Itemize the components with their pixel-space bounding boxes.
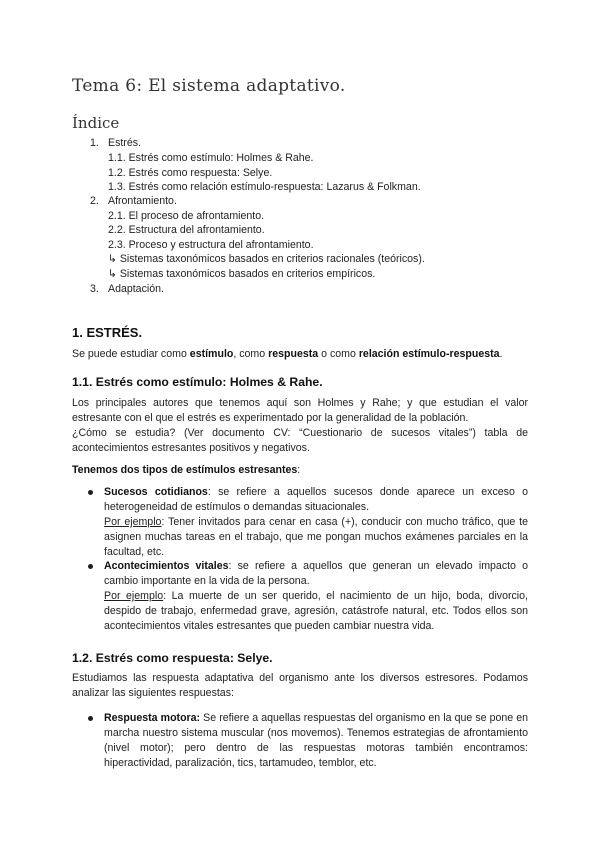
toc-item-1-1: 1.1. Estrés como estímulo: Holmes & Rahe.: [108, 152, 314, 164]
section-1-2-heading: 1.2. Estrés como respuesta: Selye.: [72, 651, 273, 665]
toc-item-2: 2. Afrontamiento.: [90, 195, 177, 207]
bullet-icon: [88, 716, 93, 721]
toc-item-1-2: 1.2. Estrés como respuesta: Selye.: [108, 167, 273, 179]
toc-item-2-3-b: ↳ Sistemas taxonómicos basados en criterios empíricos.: [108, 268, 376, 280]
toc-item-2-2: 2.2. Estructura del afrontamiento.: [108, 224, 265, 236]
section-1-heading: 1. ESTRÉS.: [72, 325, 143, 340]
section-1-1-paragraph-1: Los principales autores que tenemos aquí son Holmes y Rahe; y que estudian el valor estresante con el que el estrés es experimentado por la generalidad de la población.: [72, 397, 528, 424]
toc-item-1: 1. Estrés.: [90, 137, 141, 149]
toc-item-1-3: 1.3. Estrés como relación estímulo-respuesta: Lazarus & Folkman.: [108, 181, 421, 193]
section-1-2-paragraph-1: Estudiamos las respuesta adaptativa del organismo ante los diversos estresores. Podamos analizar las siguientes respuestas:: [72, 672, 528, 699]
section-1-1-heading: 1.1. Estrés como estímulo: Holmes & Rahe.: [72, 375, 323, 389]
bullet-icon: [88, 490, 93, 495]
section-1-intro: Se puede estudiar como estímulo, como respuesta o como relación estímulo-respuesta.: [72, 348, 503, 360]
toc-item-2-3-a: ↳ Sistemas taxonómicos basados en criterios racionales (teóricos).: [108, 253, 425, 265]
document-title: Tema 6: El sistema adaptativo.: [72, 76, 346, 96]
toc-item-2-1: 2.1. El proceso de afrontamiento.: [108, 210, 265, 222]
bullet-icon: [88, 564, 93, 569]
section-1-1-subheading: Tenemos dos tipos de estímulos estresantes:: [72, 464, 301, 476]
toc-item-3: 3. Adaptación.: [90, 283, 164, 295]
section-1-1-paragraph-2: ¿Cómo se estudia? (Ver documento CV: “Cuestionario de sucesos vitales”) tabla de acontecimientos estresantes positivos y negativos.: [72, 427, 528, 454]
index-heading: Índice: [72, 114, 120, 132]
document-page: Tema 6: El sistema adaptativo. Índice 1. Estrés. 1.1. Estrés como estímulo: Holmes & Rahe. 1.2. Estrés como respuesta: Selye. 1.3. Estrés como relación estímulo-respuesta: Lazarus & Folkman. 2. Afrontamiento. 2.1. El proceso de afrontamiento. 2.2. Estructura del afrontamiento. 2.3. Proceso y estructura del afrontamiento. ↳ Sistemas taxonómicos basados en criterios racionales (teóricos). ↳ Sistemas taxonómicos basados en criterios empíricos. 3. Adaptación. 1. ESTRÉS. Se puede estudiar como estímulo, como respuesta o como relación estímulo-respuesta. 1.1. Estrés como estímulo: Holmes & Rahe. Los principales autores que tenemos aquí son Holmes y Rahe; y que estudian el valor estresante con el que el estrés es experimentado por la generalidad de la población. ¿Cómo se estudia? (Ver documento CV: “Cuestionario de sucesos vitales”) tabla de acontecimientos estresantes positivos y negativos. Tenemos dos tipos de estímulos estresantes: Sucesos cotidianos: se refiere a aquellos sucesos donde aparece un exceso o heterogeneidad de estímulos o demandas situacionales. Por ejemplo: Tener invitados para cenar en casa (+), conducir con mucho tráfico, que te asignen muchas tareas en el trabajo, que me pongan muchos exámenes parciales en la facultad, etc. Acontecimientos vitales: se refiere a aquellos que generan un elevado impacto o cambio importante en la vida de la persona. Por ejemplo: La muerte de un ser querido, el nacimiento de un hijo, boda, divorcio, despido de trabajo, enfermedad grave, agresión, catástrofe natural, etc. Todos ellos son acontecimientos vitales estresantes que pueden cambiar nuestra vida. 1.2. Estrés como respuesta: Selye. Estudiamos las respuesta adaptativa del organismo ante los diversos estresores. Podamos analizar las siguientes respuestas: Respuesta motora: Se refiere a aquellas respuestas del organismo en la que se pone en marcha nuestro sistema muscular (nos movemos). Tenemos estrategias de afrontamiento (nivel motor); pero dentro de las respuestas motoras también encontramos: hiperactividad, paralización, tics, tartamudeo, temblor, etc.: [72, 76, 529, 769]
toc-item-2-3: 2.3. Proceso y estructura del afrontamiento.: [108, 239, 314, 251]
